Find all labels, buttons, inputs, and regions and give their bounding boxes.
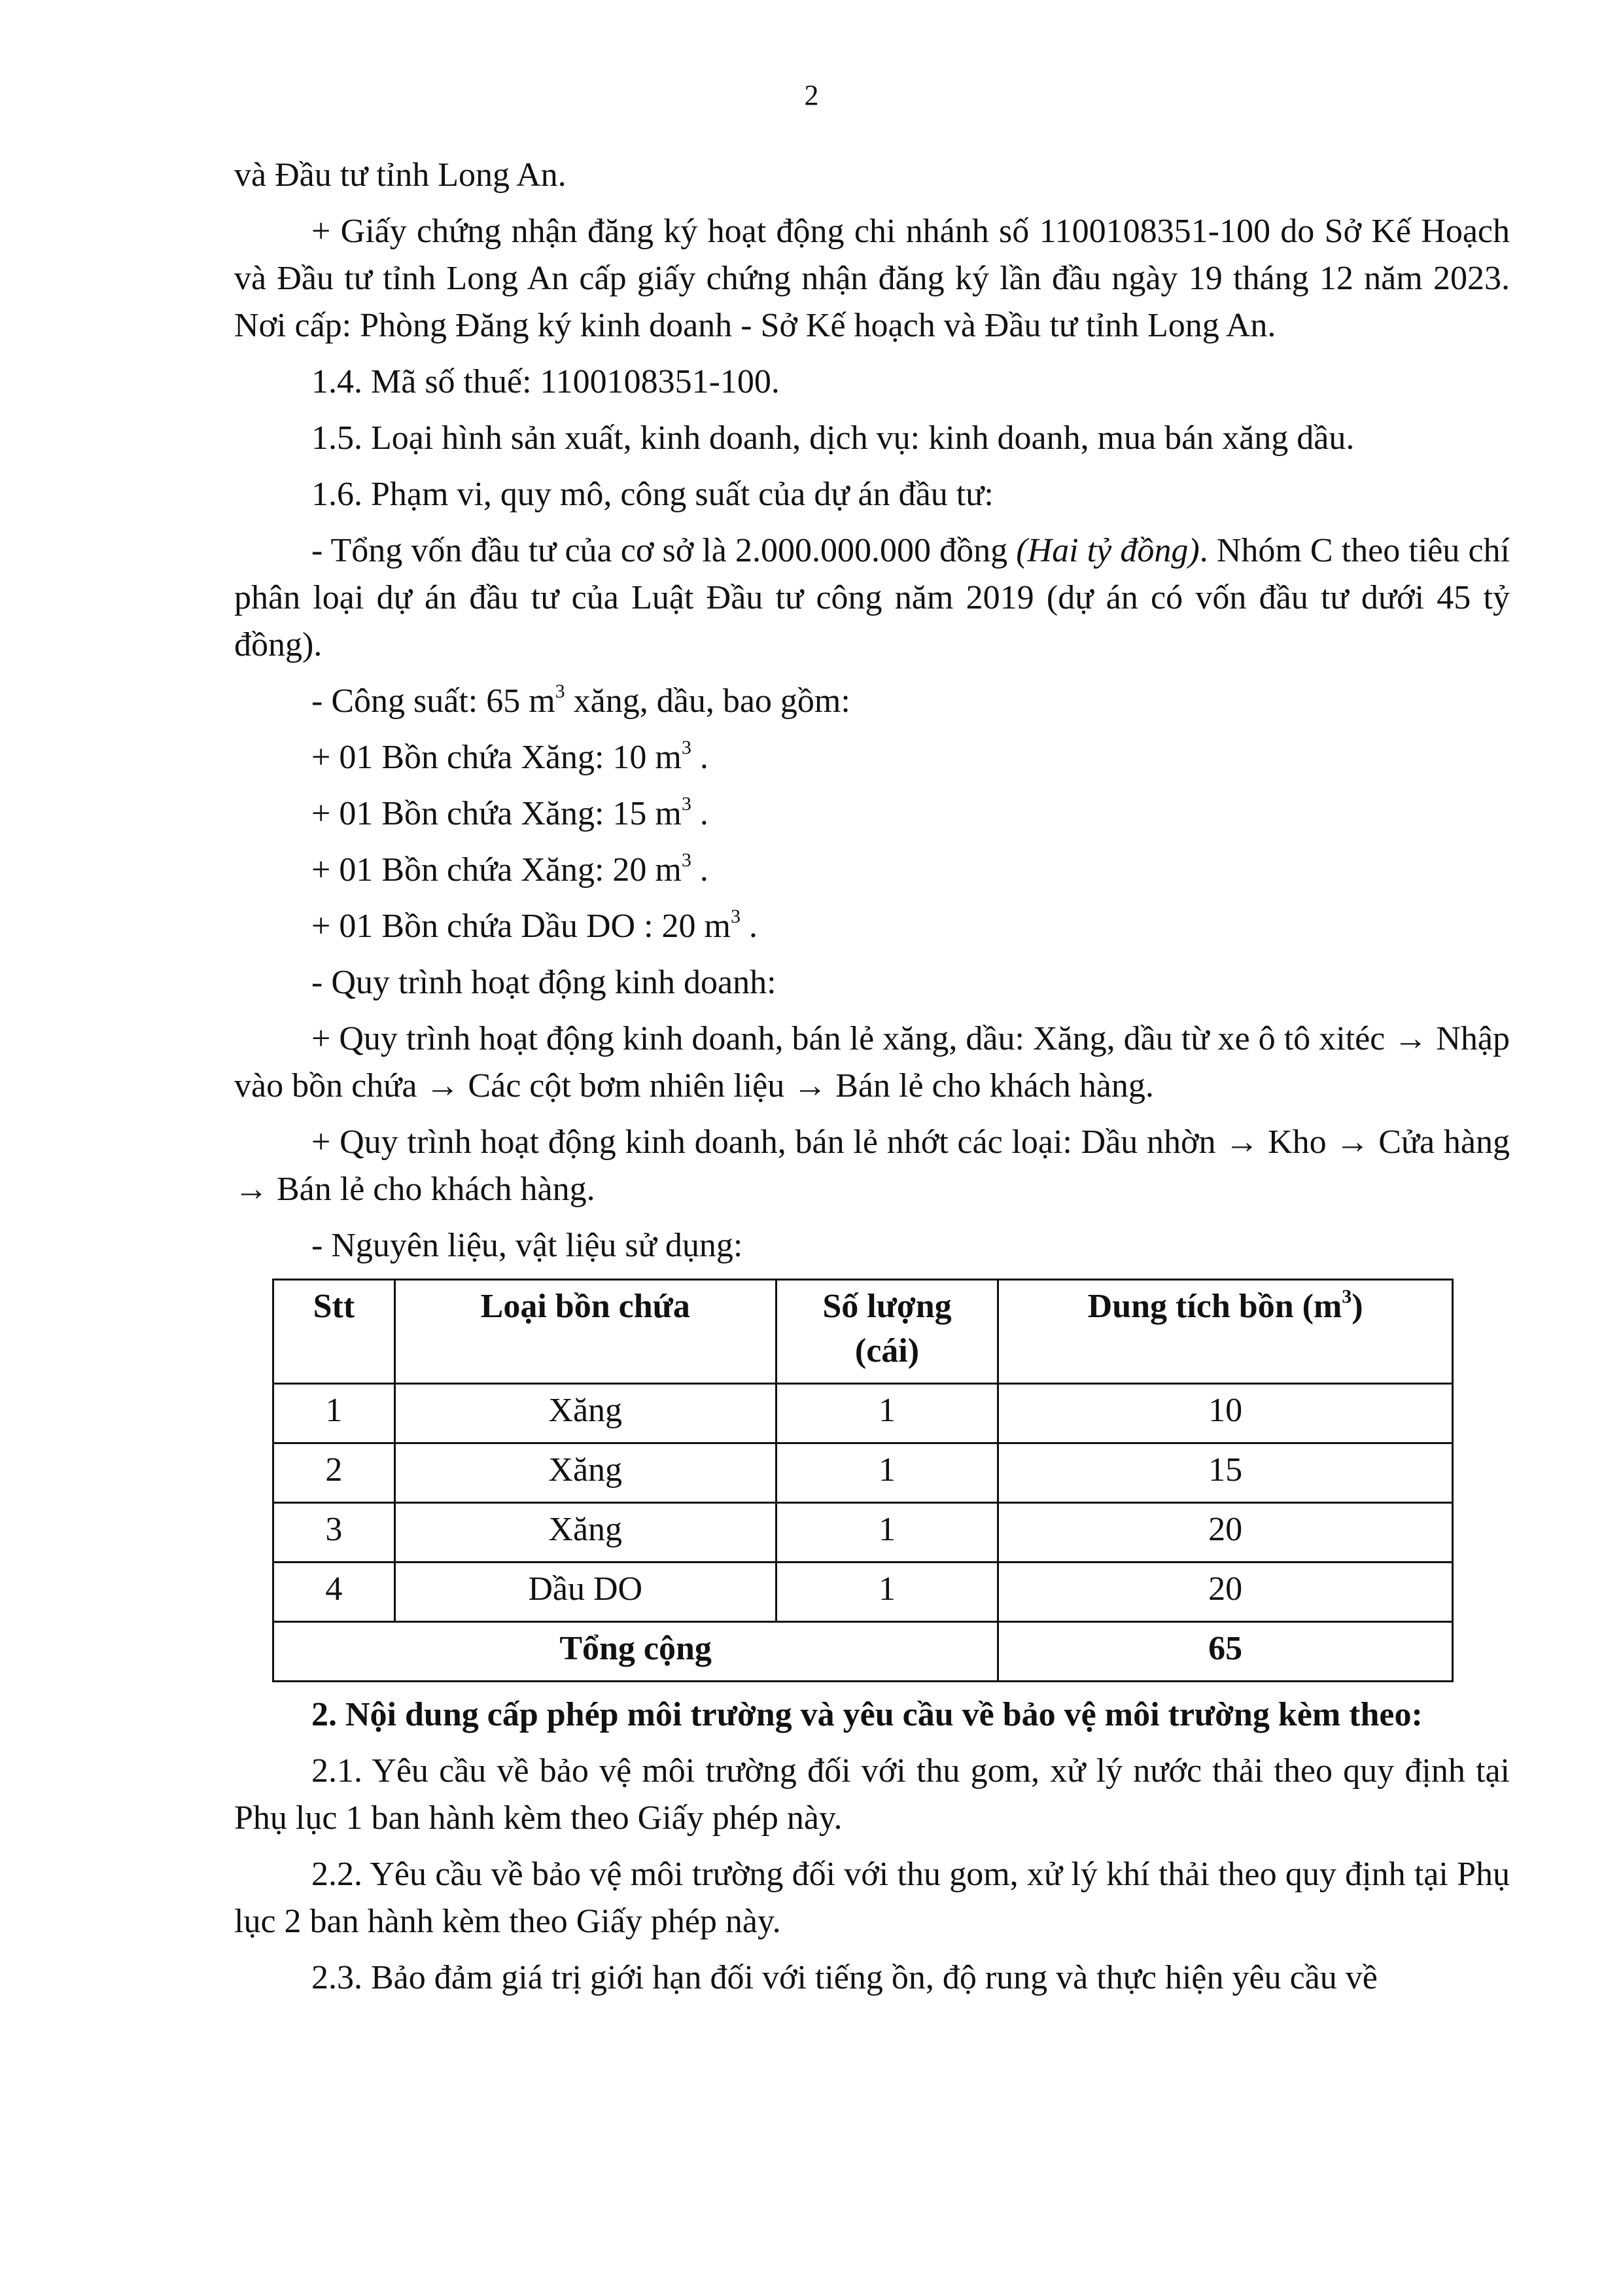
superscript: 3 xyxy=(681,793,691,815)
paragraph-materials: - Nguyên liệu, vật liệu sử dụng: xyxy=(311,1227,743,1264)
table-total-row xyxy=(273,1622,1453,1682)
section2-item-3: 2.3. Bảo đảm giá trị giới hạn đối với tiếng ồn, độ rung và thực hiện yêu cầu về xyxy=(311,1959,1378,1996)
header-capacity-text: Dung tích bồn (m xyxy=(1087,1288,1342,1325)
paragraph-tank-2 xyxy=(234,790,1510,838)
table-row xyxy=(273,1384,1453,1443)
header-capacity-end: ) xyxy=(1352,1288,1363,1325)
investment-group-text: . Nhóm C theo tiêu chí phân loại dự án đầu tư của Luật Đầu tư công năm 2019 (dự án có vốn đầu tư dưới 45 tỷ đồng). xyxy=(234,532,1510,663)
section2-item-2: 2.2. Yêu cầu về bảo vệ môi trường đối với thu gom, xử lý khí thải theo quy định tại Phụ lục 2 ban hành kèm theo Giấy phép này. xyxy=(234,1856,1510,1940)
paragraph-capacity xyxy=(234,678,1510,725)
cell-stt: 4 xyxy=(273,1563,395,1622)
header-quantity xyxy=(776,1280,998,1384)
superscript: 3 xyxy=(731,906,741,927)
paragraph-process-heading: - Quy trình hoạt động kinh doanh: xyxy=(311,964,777,1001)
superscript: 3 xyxy=(681,737,691,758)
cell-capacity: 20 xyxy=(998,1563,1453,1622)
paragraph-tank-1 xyxy=(234,734,1510,781)
table-row xyxy=(273,1443,1453,1503)
header-tank-type: Loại bồn chứa xyxy=(394,1280,776,1384)
cell-tank-type: Xăng xyxy=(394,1443,776,1503)
tank-text: + 01 Bồn chứa Xăng: 20 m xyxy=(311,851,682,889)
paragraph-branch-registration: + Giấy chứng nhận đăng ký hoạt động chi nhánh số 1100108351-100 do Sở Kế Hoạch và Đầu tư tỉnh Long An cấp giấy chứng nhận đăng ký lần đầu ngày 19 tháng 12 năm 2023. Nơi cấp: Phòng Đăng ký kinh doanh - Sở Kế hoạch và Đầu tư tỉnh Long An. xyxy=(234,213,1510,344)
tank-text: + 01 Bồn chứa Dầu DO : 20 m xyxy=(311,908,731,945)
table-row xyxy=(273,1563,1453,1622)
table-header-row xyxy=(273,1280,1453,1384)
cell-stt: 3 xyxy=(273,1503,395,1563)
header-stt: Stt xyxy=(273,1280,395,1384)
cell-capacity: 20 xyxy=(998,1503,1453,1563)
tank-text: + 01 Bồn chứa Xăng: 15 m xyxy=(311,795,682,832)
total-label: Tổng cộng xyxy=(273,1622,998,1682)
tank-text-end: . xyxy=(741,908,758,945)
paragraph-investment xyxy=(234,527,1510,669)
cell-capacity: 15 xyxy=(998,1443,1453,1503)
header-capacity xyxy=(998,1280,1453,1384)
cell-quantity: 1 xyxy=(776,1503,998,1563)
cell-stt: 2 xyxy=(273,1443,395,1503)
cell-tank-type: Xăng xyxy=(394,1384,776,1443)
superscript: 3 xyxy=(555,680,565,702)
paragraph-tank-4 xyxy=(234,903,1510,950)
paragraph-scope-heading: 1.6. Phạm vi, quy mô, công suất của dự án đầu tư: xyxy=(311,476,994,513)
investment-amount-words: (Hai tỷ đồng) xyxy=(1016,532,1200,569)
paragraph-process-fuel: + Quy trình hoạt động kinh doanh, bán lẻ xăng, dầu: Xăng, dầu từ xe ô tô xitéc → Nhập vào bồn chứa → Các cột bơm nhiên liệu → Bán lẻ cho khách hàng. xyxy=(234,1020,1510,1104)
investment-text: - Tổng vốn đầu tư của cơ sở là 2.000.000.000 đồng xyxy=(311,532,1017,569)
cell-quantity: 1 xyxy=(776,1563,998,1622)
cell-tank-type: Xăng xyxy=(394,1503,776,1563)
cell-capacity: 10 xyxy=(998,1384,1453,1443)
paragraph-process-oil: + Quy trình hoạt động kinh doanh, bán lẻ nhớt các loại: Dầu nhờn → Kho → Cửa hàng → Bán lẻ cho khách hàng. xyxy=(234,1123,1510,1208)
tank-text-end: . xyxy=(691,795,708,832)
paragraph-continuation: và Đầu tư tỉnh Long An. xyxy=(234,156,567,194)
cell-quantity: 1 xyxy=(776,1443,998,1503)
cell-tank-type: Dầu DO xyxy=(394,1563,776,1622)
paragraph-business-type: 1.5. Loại hình sản xuất, kinh doanh, dịch vụ: kinh doanh, mua bán xăng dầu. xyxy=(311,419,1355,457)
section2-item-1: 2.1. Yêu cầu về bảo vệ môi trường đối với thu gom, xử lý nước thải theo quy định tại Phụ lục 1 ban hành kèm theo Giấy phép này. xyxy=(234,1752,1510,1837)
section2-heading: 2. Nội dung cấp phép môi trường và yêu cầu về bảo vệ môi trường kèm theo: xyxy=(311,1696,1423,1733)
header-quantity-line2: (cái) xyxy=(854,1332,920,1369)
superscript: 3 xyxy=(681,849,691,871)
paragraph-tank-3 xyxy=(234,847,1510,894)
header-quantity-line1: Số lượng xyxy=(822,1288,952,1325)
document-body xyxy=(234,152,1510,2011)
page-number: 2 xyxy=(804,79,819,111)
cell-stt: 1 xyxy=(273,1384,395,1443)
superscript: 3 xyxy=(1342,1286,1352,1307)
capacity-text: - Công suất: 65 m xyxy=(311,682,555,720)
tank-table xyxy=(272,1279,1454,1682)
capacity-text-end: xăng, dầu, bao gồm: xyxy=(565,682,850,720)
table-row xyxy=(273,1503,1453,1563)
tank-text-end: . xyxy=(691,739,708,776)
total-value: 65 xyxy=(998,1622,1453,1682)
tank-text: + 01 Bồn chứa Xăng: 10 m xyxy=(311,739,682,776)
tank-text-end: . xyxy=(691,851,708,889)
cell-quantity: 1 xyxy=(776,1384,998,1443)
paragraph-tax-code: 1.4. Mã số thuế: 1100108351-100. xyxy=(311,363,780,400)
